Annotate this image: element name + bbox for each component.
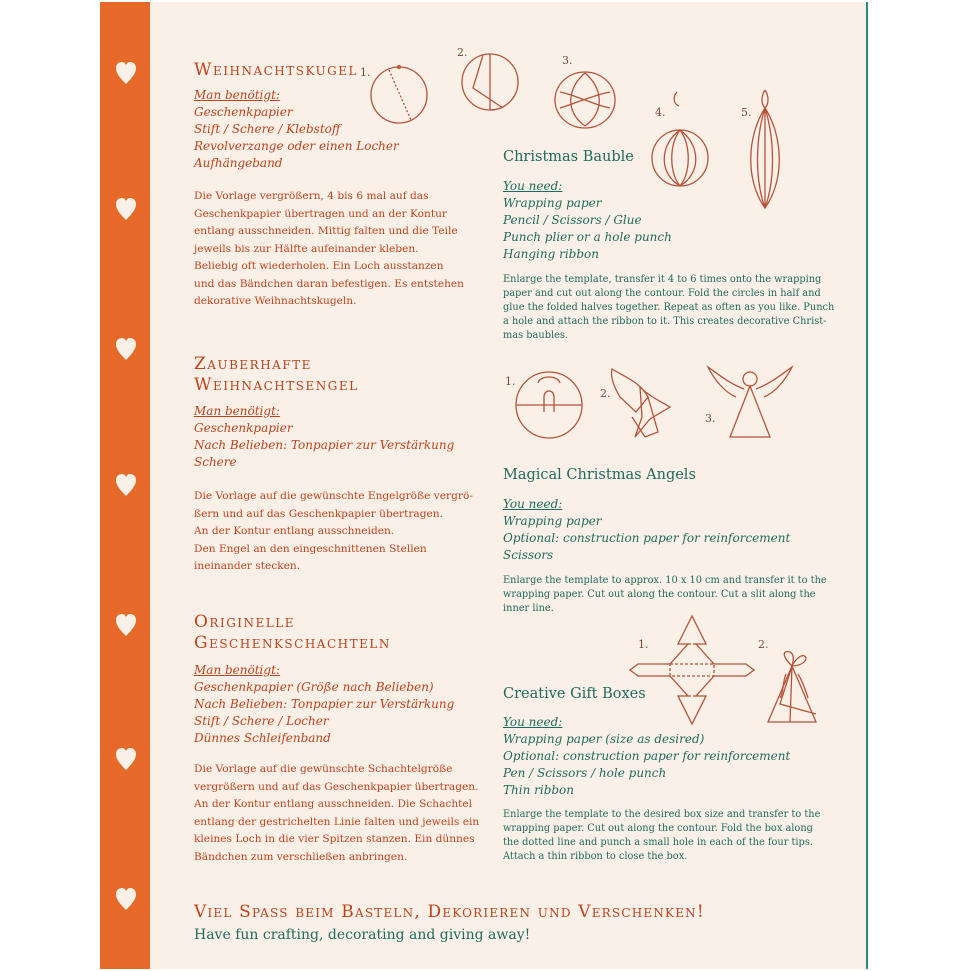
bauble-body-en: Enlarge the template, transfer it 4 to 6 times onto the wrapping paper and cut out along the contour. Fold the circles in half and glue the folded halves together. Repeat as often as you like. Punch a hole and attach the ribbon to it. This creates decorative Christ- mas baubles. [503, 274, 835, 341]
heart-icon [114, 886, 138, 912]
step-1-label: 1. [638, 638, 649, 651]
bauble-needs-en: You need: Wrapping paper Pencil / Scissors / Glue Punch plier or a hole punch Hanging ribbon [503, 179, 672, 261]
heart-icon [114, 612, 138, 638]
bauble-needs-de: Man benötigt: Geschenkpapier Stift / Schere / Klebstoff Revolverzange oder einen Locher Aufhängeband [194, 88, 399, 170]
page-edge [866, 2, 868, 969]
step-4-label: 4. [655, 106, 666, 119]
heart-icon [114, 472, 138, 498]
step-2-label: 2. [758, 638, 769, 651]
step-2-label: 2. [457, 46, 468, 59]
heart-icon [114, 196, 138, 222]
step-3-label: 3. [705, 412, 716, 425]
box-title-de: Originelle Geschenkschachteln [194, 612, 391, 653]
angel-body-de: Die Vorlage auf die gewünschte Engelgröße vergrö- ßern und auf das Geschenkpapier übertragen. An der Kontur entlang ausschneiden. Den Engel an den eingeschnittenen Stellen ineinander stecken. [194, 490, 473, 572]
step-1-label: 1. [505, 375, 516, 388]
box-needs-de: Man benötigt: Geschenkpapier (Größe nach Belieben) Nach Belieben: Tonpapier zur Verstärkung Stift / Schere / Locher Dünnes Schleifenband [194, 663, 455, 745]
heart-icon [114, 336, 138, 362]
box-needs-en: You need: Wrapping paper (size as desired) Optional: construction paper for reinforcement Pen / Scissors / hole punch Thin ribbon [503, 715, 791, 797]
angel-needs-de: Man benötigt: Geschenkpapier Nach Belieben: Tonpapier zur Verstärkung Schere [194, 404, 455, 469]
bauble-title-en: Christmas Bauble [503, 149, 634, 165]
footer-en: Have fun crafting, decorating and giving away! [194, 927, 531, 943]
angel-title-de: Zauberhafte Weihnachtsengel [194, 354, 359, 395]
craft-page [100, 2, 868, 969]
bauble-title-de: Weihnachtskugel [194, 60, 358, 80]
step-2-label: 2. [600, 387, 611, 400]
step-3-label: 3. [562, 54, 573, 67]
bauble-body-de: Die Vorlage vergrößern, 4 bis 6 mal auf das Geschenkpapier übertragen und an der Kontur entlang ausschneiden. Mittig falten und die Teile jeweils bis zur Hälfte aufeinander kleben. Beliebig oft wiederholen. Ein Loch ausstanzen und das Bändchen daran befestigen. Es entstehen dekorative Weihnachtskugeln. [194, 190, 464, 307]
angel-title-en: Magical Christmas Angels [503, 467, 696, 483]
footer-de: Viel Spass beim Basteln, Dekorieren und Verschenken! [194, 902, 705, 922]
heart-icon [114, 746, 138, 772]
angel-illustration [500, 357, 790, 456]
step-1-label: 1. [360, 66, 371, 79]
angel-needs-en: You need: Wrapping paper Optional: construction paper for reinforcement Scissors [503, 497, 791, 562]
binder-strip [100, 2, 150, 969]
angel-body-en: Enlarge the template to approx. 10 x 10 cm and transfer it to the wrapping paper. Cut out along the contour. Cut a slit along the inner line. [503, 575, 827, 614]
step-5-label: 5. [741, 106, 752, 119]
box-body-de: Die Vorlage auf die gewünschte Schachtelgröße vergrößern und auf das Geschenkpapier übertragen. An der Kontur entlang ausschneiden. Die Schachtel entlang der gestrichelten Linie falten und jeweils ein kleines Loch in die vier Spitzen stanzen. Ein dünnes Bändchen zum verschließen anbringen. [194, 763, 480, 863]
heart-icon [114, 60, 138, 86]
box-body-en: Enlarge the template to the desired box size and transfer to the wrapping paper. Cut out along the contour. Fold the box along the dotted line and punch a small hole in each of the four tips. Attach a thin ribbon to close the box. [503, 809, 821, 862]
box-title-en: Creative Gift Boxes [503, 686, 646, 702]
